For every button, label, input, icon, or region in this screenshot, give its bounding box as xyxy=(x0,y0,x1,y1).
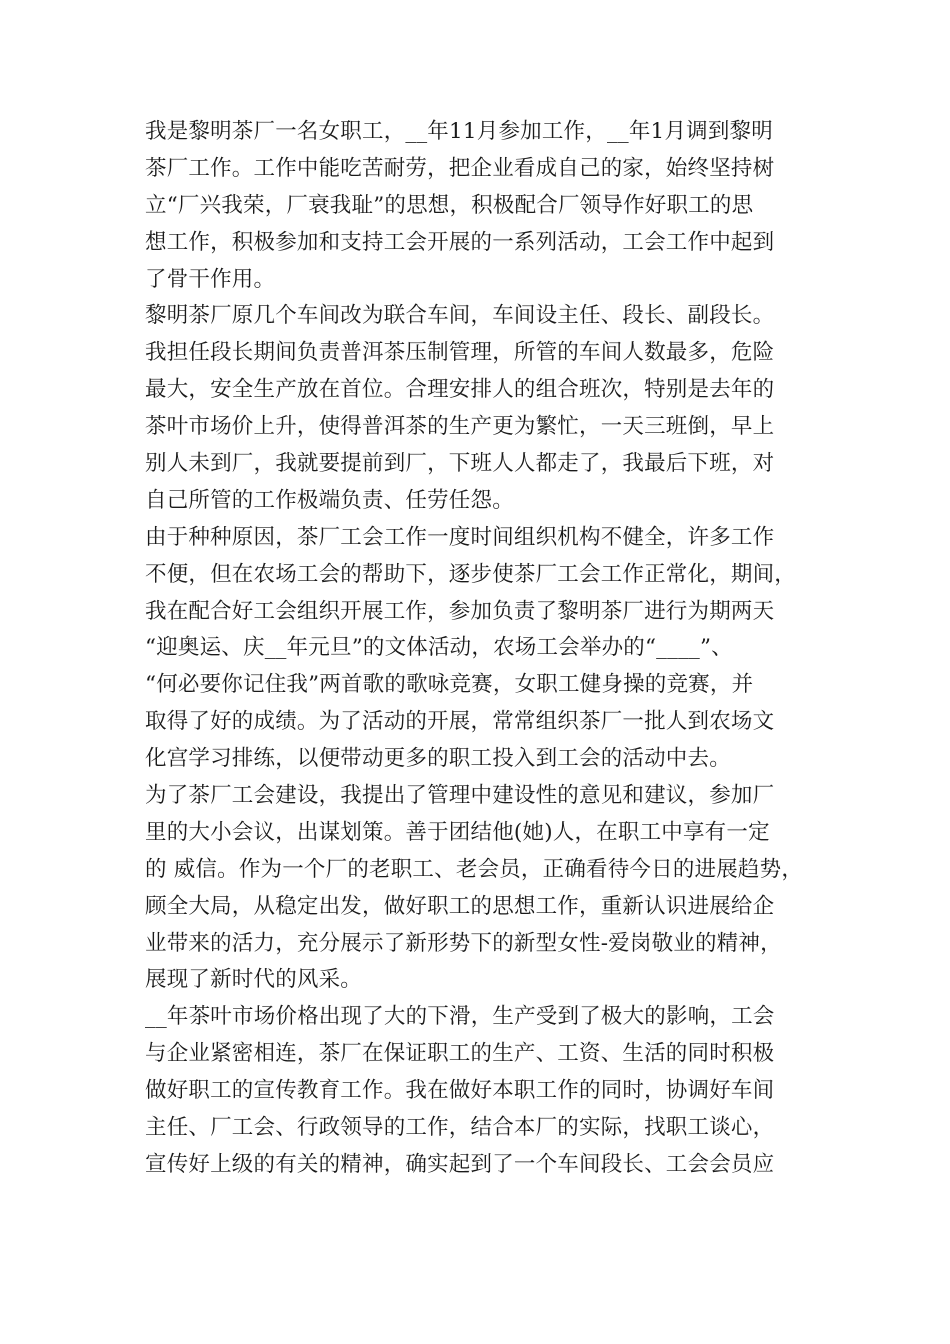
text-line: 别人未到厂，我就要提前到厂，下班人人都走了，我最后下班，对 xyxy=(145,451,775,477)
text-line: 我在配合好工会组织开展工作，参加负责了黎明茶厂进行为期两天 xyxy=(145,598,775,624)
text-line: 业带来的活力，充分展示了新形势下的新型女性-爱岗敬业的精神， xyxy=(145,930,782,956)
text-line: 茶叶市场价上升，使得普洱茶的生产更为繁忙，一天三班倒，早上 xyxy=(145,414,775,440)
text-line: 做好职工的宣传教育工作。我在做好本职工作的同时，协调好车间 xyxy=(145,1078,775,1104)
text-line: 我是黎明茶厂一名女职工，__年11月参加工作，__年1月调到黎明 xyxy=(145,119,773,144)
text-line: “迎奥运、庆__年元旦”的文体活动，农场工会举办的“____”、 xyxy=(145,635,733,661)
text-line: 的 威信。作为一个厂的老职工、老会员，正确看待今日的进展趋势， xyxy=(145,856,804,882)
text-line: 想工作，积极参加和支持工会开展的一系列活动，工会工作中起到 xyxy=(145,229,775,255)
text-line: 了骨干作用。 xyxy=(145,266,276,292)
text-line: 宣传好上级的有关的精神，确实起到了一个车间段长、工会会员应 xyxy=(145,1151,775,1177)
document-body-text xyxy=(145,114,810,1184)
text-line: 自己所管的工作极端负责、任劳任怨。 xyxy=(145,487,514,513)
text-line: 里的大小会议，出谋划策。善于团结他(她)人，在职工中享有一定 xyxy=(145,819,770,845)
text-line: 取得了好的成绩。为了活动的开展，常常组织茶厂一批人到农场文 xyxy=(145,709,775,735)
text-line: 茶厂工作。工作中能吃苦耐劳，把企业看成自己的家，始终坚持树 xyxy=(145,155,775,181)
text-line: 展现了新时代的风采。 xyxy=(145,967,363,993)
text-line: 化宫学习排练，以便带动更多的职工投入到工会的活动中去。 xyxy=(145,746,731,772)
text-line: 顾全大局，从稳定出发，做好职工的思想工作，重新认识进展给企 xyxy=(145,893,775,919)
text-line: 为了茶厂工会建设，我提出了管理中建设性的意见和建议，参加厂 xyxy=(145,783,775,809)
text-line: 黎明茶厂原几个车间改为联合车间，车间设主任、段长、副段长。 xyxy=(145,303,775,329)
text-line: __年茶叶市场价格出现了大的下滑，生产受到了极大的影响，工会 xyxy=(145,1004,775,1030)
text-line: 立“厂兴我荣，厂衰我耻”的思想，积极配合厂领导作好职工的思 xyxy=(145,192,754,218)
text-line: 最大，安全生产放在首位。合理安排人的组合班次，特别是去年的 xyxy=(145,377,775,403)
text-line: 主任、厂工会、行政领导的工作，结合本厂的实际，找职工谈心， xyxy=(145,1115,775,1141)
text-line: 由于种种原因，茶厂工会工作一度时间组织机构不健全，许多工作 xyxy=(145,524,775,550)
text-line: 我担任段长期间负责普洱茶压制管理，所管的车间人数最多，危险 xyxy=(145,340,775,366)
text-line: “何必要你记住我”两首歌的歌咏竞赛，女职工健身操的竞赛，并 xyxy=(145,672,754,698)
text-line: 与企业紧密相连，茶厂在保证职工的生产、工资、生活的同时积极 xyxy=(145,1041,775,1067)
text-line: 不便，但在农场工会的帮助下，逐步使茶厂工会工作正常化，期间， xyxy=(145,561,797,587)
